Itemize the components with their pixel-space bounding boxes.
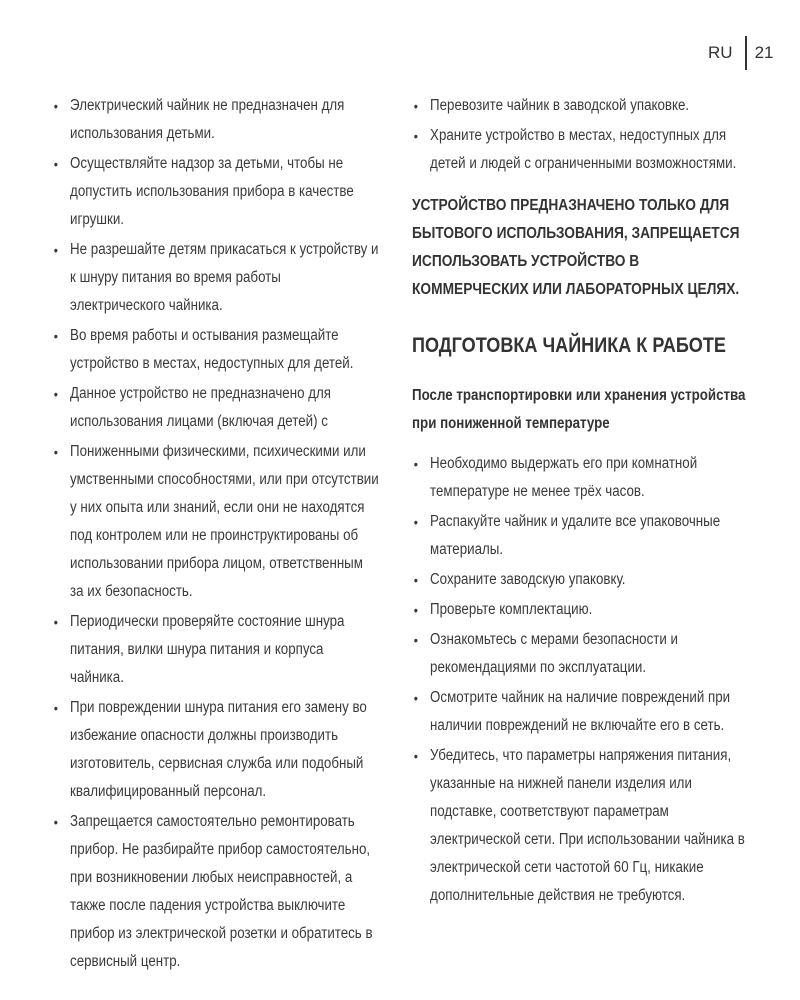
transport-storage-list [412, 92, 749, 178]
preparation-list [412, 450, 749, 910]
list-item-text: Храните устройство в местах, недоступных для детей и людей с ограниченными возможностями. [430, 127, 737, 172]
list-item-text: Периодически проверяйте состояние шнура питания, вилки шнура питания и корпуса чайника. [70, 613, 345, 686]
household-use-warning: УСТРОЙСТВО ПРЕДНАЗНАЧЕНО ТОЛЬКО ДЛЯ БЫТОВОГО ИСПОЛЬЗОВАНИЯ, ЗАПРЕЩАЕТСЯ ИСПОЛЬЗОВАТЬ УСТРОЙСТВО В КОММЕРЧЕСКИХ ИЛИ ЛАБОРАТОРНЫХ ЦЕЛЯХ. [412, 197, 740, 298]
bullet-icon: • [53, 814, 58, 830]
section-title: ПОДГОТОВКА ЧАЙНИКА К РАБОТЕ [412, 334, 726, 357]
list-item-text: Запрещается самостоятельно ремонтировать прибор. Не разбирайте прибор самостоятельно, при возникновении любых неисправностей, а также после падения устройства выключите прибор из электрической розетки и обратитесь в сервисный центр. [70, 813, 373, 970]
list-item [52, 322, 379, 378]
bullet-icon: • [413, 456, 418, 472]
bullet-icon: • [53, 156, 58, 172]
list-item [52, 808, 379, 976]
list-item [412, 508, 749, 564]
right-column [412, 92, 749, 912]
list-item [412, 684, 749, 740]
list-item [52, 236, 379, 320]
list-item-text: Во время работы и остывания размещайте устройство в местах, недоступных для детей. [70, 327, 354, 372]
list-item [412, 566, 749, 594]
list-item-text: Перевозите чайник в заводской упаковке. [430, 97, 690, 114]
left-column [52, 92, 379, 978]
list-item [52, 150, 379, 234]
bullet-icon: • [413, 572, 418, 588]
list-item-text: Не разрешайте детям прикасаться к устройству и к шнуру питания во время работы электрического чайника. [70, 241, 379, 314]
list-item-text: Сохраните заводскую упаковку. [430, 571, 626, 588]
bullet-icon: • [413, 748, 418, 764]
bullet-icon: • [53, 386, 58, 402]
list-item-text: Распакуйте чайник и удалите все упаковочные материалы. [430, 513, 721, 558]
list-item-text: Осмотрите чайник на наличие повреждений при наличии повреждений не включайте его в сеть. [430, 689, 731, 734]
list-item [52, 92, 379, 148]
list-item [412, 742, 749, 910]
bullet-icon: • [413, 514, 418, 530]
list-item [412, 92, 749, 120]
subsection-title: После транспортировки или хранения устройства при пониженной температуре [412, 387, 746, 432]
list-item-text: Проверьте комплектацию. [430, 601, 593, 618]
page-number: 21 [754, 43, 774, 62]
list-item-text: При повреждении шнура питания его замену во избежание опасности должны производить изготовитель, сервисная служба или подобный квалифицированный персонал. [70, 699, 367, 800]
bullet-icon: • [413, 128, 418, 144]
bullet-icon: • [53, 328, 58, 344]
list-item [52, 694, 379, 806]
list-item-text: Осуществляйте надзор за детьми, чтобы не допустить использования прибора в качестве игрушки. [70, 155, 354, 228]
list-item-text: Убедитесь, что параметры напряжения питания, указанные на нижней панели изделия или подставке, соответствуют параметрам электрической сети. При использовании чайника в электрической сети частотой 60 Гц, никакие дополнительные действия не требуются. [430, 747, 745, 904]
bullet-icon: • [53, 700, 58, 716]
list-item [412, 626, 749, 682]
bullet-icon: • [53, 98, 58, 114]
list-item-text: Данное устройство не предназначено для использования лицами (включая детей) с [70, 385, 331, 430]
list-item-text: Ознакомьтесь с мерами безопасности и рекомендациями по эксплуатации. [430, 631, 678, 676]
bullet-icon: • [413, 690, 418, 706]
bullet-icon: • [53, 444, 58, 460]
list-item-text: Необходимо выдержать его при комнатной температуре не менее трёх часов. [430, 455, 698, 500]
list-item [412, 450, 749, 506]
list-item [52, 438, 379, 606]
list-item [412, 596, 749, 624]
bullet-icon: • [413, 632, 418, 648]
page-header [708, 36, 773, 70]
list-item-text: Электрический чайник не предназначен для использования детьми. [70, 97, 345, 142]
list-item [412, 122, 749, 178]
list-item [52, 608, 379, 692]
language-code: RU [708, 43, 733, 62]
bullet-icon: • [53, 614, 58, 630]
list-item [52, 380, 379, 436]
bullet-icon: • [413, 602, 418, 618]
bullet-icon: • [413, 98, 418, 114]
bullet-icon: • [53, 242, 58, 258]
list-item-text: Пониженными физическими, психическими или умственными способностями, или при отсутствии у них опыта или знаний, если они не находятся под контролем или не проинструктированы об использовании прибора лицом, ответственным за их безопасность. [70, 443, 379, 600]
safety-list [52, 92, 379, 976]
